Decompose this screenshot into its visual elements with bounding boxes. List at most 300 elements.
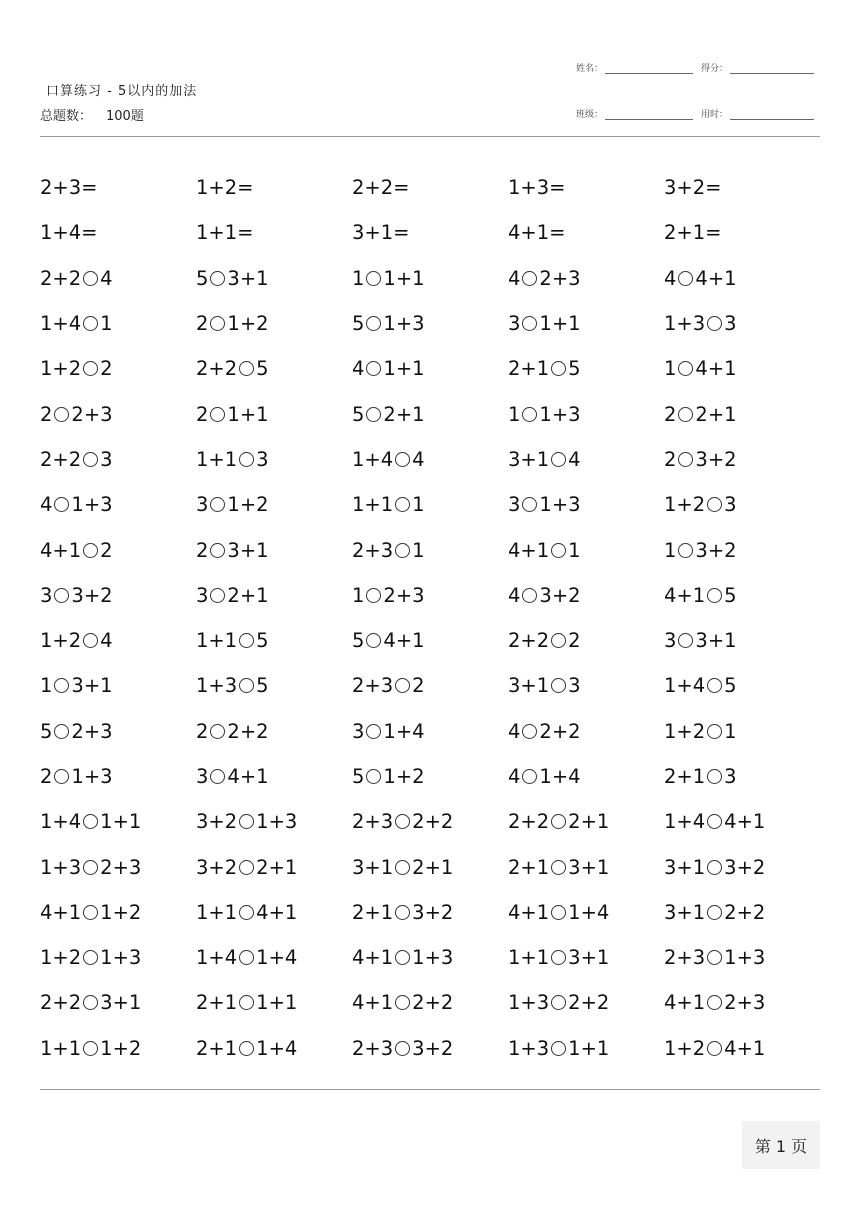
answer-circle-icon[interactable] xyxy=(83,950,98,965)
answer-circle-icon[interactable] xyxy=(522,769,537,784)
answer-circle-icon[interactable] xyxy=(395,497,410,512)
compare-left: 5 xyxy=(352,312,365,336)
compare-right: 3+2 xyxy=(695,538,737,562)
answer-circle-icon[interactable] xyxy=(678,271,693,286)
compare-right: 4+1 xyxy=(256,900,298,924)
answer-circle-icon[interactable] xyxy=(395,1041,410,1056)
problem-expression xyxy=(196,584,269,607)
answer-circle-icon[interactable] xyxy=(395,860,410,875)
answer-circle-icon[interactable] xyxy=(707,769,722,784)
footer-divider xyxy=(40,1089,820,1090)
problem-item xyxy=(40,357,196,380)
answer-circle-icon[interactable] xyxy=(210,316,225,331)
problem-expression xyxy=(352,1037,453,1060)
answer-circle-icon[interactable] xyxy=(210,271,225,286)
answer-circle-icon[interactable] xyxy=(210,724,225,739)
compare-left: 1+2 xyxy=(664,493,706,517)
problem-item xyxy=(196,991,352,1014)
answer-circle-icon[interactable] xyxy=(366,316,381,331)
compare-right: 4+1 xyxy=(695,357,737,381)
compare-left: 1+2 xyxy=(40,946,82,970)
problem-expression xyxy=(352,629,425,652)
problem-expression: 2+3= xyxy=(40,176,98,200)
compare-left: 1+4 xyxy=(352,447,394,471)
problem-item xyxy=(352,267,508,290)
problem-item xyxy=(664,810,820,833)
compare-left: 2+3 xyxy=(352,1036,394,1060)
problem-row xyxy=(40,1026,820,1071)
answer-circle-icon[interactable] xyxy=(551,452,566,467)
answer-circle-icon[interactable] xyxy=(707,678,722,693)
answer-circle-icon[interactable] xyxy=(707,497,722,512)
compare-left: 4 xyxy=(508,765,521,788)
compare-right: 1+2 xyxy=(383,765,425,788)
problem-item xyxy=(664,448,820,471)
compare-right: 2+2 xyxy=(412,810,454,834)
answer-circle-icon[interactable] xyxy=(239,361,254,376)
compare-left: 2+3 xyxy=(664,946,706,970)
compare-left: 1+3 xyxy=(664,312,706,336)
answer-circle-icon[interactable] xyxy=(83,316,98,331)
compare-left: 3+1 xyxy=(352,855,394,879)
problem-row xyxy=(40,573,820,618)
answer-circle-icon[interactable] xyxy=(83,452,98,467)
compare-left: 3 xyxy=(508,493,521,517)
problem-item xyxy=(196,493,352,516)
answer-circle-icon[interactable] xyxy=(678,452,693,467)
problem-expression xyxy=(196,357,269,380)
answer-circle-icon[interactable] xyxy=(210,497,225,512)
problem-item xyxy=(196,674,352,697)
compare-right: 4+1 xyxy=(724,810,766,834)
compare-right: 3+2 xyxy=(695,447,737,471)
answer-circle-icon[interactable] xyxy=(239,950,254,965)
problem-row xyxy=(40,799,820,844)
compare-right: 2+1 xyxy=(695,402,737,426)
answer-circle-icon[interactable] xyxy=(522,588,537,603)
problem-item xyxy=(352,901,508,924)
problem-item xyxy=(40,539,196,562)
answer-circle-icon[interactable] xyxy=(395,950,410,965)
answer-circle-icon[interactable] xyxy=(83,271,98,286)
problem-item xyxy=(664,856,820,879)
compare-right: 1+3 xyxy=(724,946,766,970)
answer-circle-icon[interactable] xyxy=(83,361,98,376)
answer-circle-icon[interactable] xyxy=(551,905,566,920)
compare-right: 1 xyxy=(412,538,425,562)
compare-right: 3 xyxy=(724,493,737,517)
problem-row xyxy=(40,527,820,572)
compare-left: 1+1 xyxy=(40,1036,82,1060)
compare-right: 1 xyxy=(100,312,113,336)
compare-left: 3 xyxy=(508,312,521,336)
answer-circle-icon[interactable] xyxy=(551,860,566,875)
answer-circle-icon[interactable] xyxy=(54,678,69,693)
problem-item xyxy=(40,946,196,969)
compare-right: 2+1 xyxy=(568,810,610,834)
problem-item xyxy=(664,267,820,290)
problem-expression xyxy=(352,267,425,290)
compare-right: 2+2 xyxy=(412,991,454,1015)
compare-left: 1+1 xyxy=(508,946,550,970)
problem-item xyxy=(352,403,508,426)
problem-item xyxy=(508,991,664,1014)
compare-right: 3+1 xyxy=(227,538,269,562)
problem-item xyxy=(196,856,352,879)
problem-row xyxy=(40,935,820,980)
problem-item xyxy=(508,312,664,335)
compare-left: 2 xyxy=(196,312,209,336)
problem-expression xyxy=(196,991,297,1014)
problem-item xyxy=(352,765,508,788)
answer-circle-icon[interactable] xyxy=(522,271,537,286)
compare-right: 1+2 xyxy=(227,312,269,336)
compare-left: 2+1 xyxy=(664,765,706,788)
problem-row xyxy=(40,210,820,255)
problem-item xyxy=(40,901,196,924)
compare-left: 4 xyxy=(352,357,365,381)
problem-row xyxy=(40,618,820,663)
compare-left: 1+1 xyxy=(352,493,394,517)
problem-item xyxy=(40,720,196,743)
compare-left: 4+1 xyxy=(508,538,550,562)
answer-circle-icon[interactable] xyxy=(678,407,693,422)
answer-circle-icon[interactable] xyxy=(551,950,566,965)
problem-item xyxy=(352,991,508,1014)
answer-circle-icon[interactable] xyxy=(678,361,693,376)
problem-item xyxy=(196,448,352,471)
compare-left: 1+4 xyxy=(664,674,706,698)
answer-circle-icon[interactable] xyxy=(210,543,225,558)
answer-circle-icon[interactable] xyxy=(366,407,381,422)
compare-left: 4 xyxy=(508,719,521,743)
problem-expression xyxy=(352,584,425,607)
compare-left: 3 xyxy=(196,493,209,517)
problem-item xyxy=(508,221,664,244)
compare-left: 1+4 xyxy=(40,810,82,834)
problem-expression xyxy=(196,629,269,652)
problem-expression xyxy=(40,720,113,743)
compare-left: 5 xyxy=(352,765,365,788)
compare-left: 1+3 xyxy=(508,1036,550,1060)
answer-circle-icon[interactable] xyxy=(366,633,381,648)
answer-circle-icon[interactable] xyxy=(707,316,722,331)
compare-left: 5 xyxy=(196,266,209,290)
problem-item xyxy=(664,901,820,924)
answer-circle-icon[interactable] xyxy=(707,588,722,603)
compare-left: 2 xyxy=(664,447,677,471)
compare-left: 1+1 xyxy=(196,447,238,471)
compare-right: 2+3 xyxy=(383,583,425,607)
problem-expression xyxy=(40,267,113,290)
answer-circle-icon[interactable] xyxy=(707,950,722,965)
answer-circle-icon[interactable] xyxy=(83,814,98,829)
problem-item xyxy=(508,810,664,833)
answer-circle-icon[interactable] xyxy=(395,995,410,1010)
problem-expression xyxy=(508,584,581,607)
problem-expression xyxy=(664,765,737,788)
problem-expression xyxy=(508,765,581,788)
answer-circle-icon[interactable] xyxy=(522,724,537,739)
compare-right: 1+2 xyxy=(100,900,142,924)
answer-circle-icon[interactable] xyxy=(551,361,566,376)
answer-circle-icon[interactable] xyxy=(83,633,98,648)
problem-expression xyxy=(508,946,609,969)
compare-left: 4 xyxy=(508,583,521,607)
problem-expression xyxy=(664,312,737,335)
problem-item xyxy=(40,493,196,516)
problem-item xyxy=(40,267,196,290)
problem-item xyxy=(664,221,820,244)
class-line xyxy=(605,109,693,120)
answer-circle-icon[interactable] xyxy=(395,543,410,558)
problem-expression xyxy=(508,493,581,516)
compare-left: 2+1 xyxy=(352,900,394,924)
answer-circle-icon[interactable] xyxy=(551,543,566,558)
problem-expression: 3+2= xyxy=(664,176,722,200)
compare-right: 3+1 xyxy=(568,855,610,879)
problem-expression xyxy=(40,403,113,426)
compare-left: 4 xyxy=(40,493,53,517)
compare-right: 1+1 xyxy=(256,991,298,1015)
problem-expression xyxy=(352,901,453,924)
compare-right: 2 xyxy=(100,538,113,562)
answer-circle-icon[interactable] xyxy=(395,452,410,467)
answer-circle-icon[interactable] xyxy=(83,860,98,875)
answer-circle-icon[interactable] xyxy=(551,678,566,693)
answer-circle-icon[interactable] xyxy=(551,814,566,829)
compare-left: 2+2 xyxy=(40,447,82,471)
answer-circle-icon[interactable] xyxy=(83,995,98,1010)
answer-circle-icon[interactable] xyxy=(551,995,566,1010)
answer-circle-icon[interactable] xyxy=(239,633,254,648)
problem-item xyxy=(508,856,664,879)
problem-item xyxy=(40,856,196,879)
problem-item xyxy=(664,991,820,1014)
answer-circle-icon[interactable] xyxy=(239,1041,254,1056)
compare-left: 4+1 xyxy=(508,900,550,924)
problem-item xyxy=(196,539,352,562)
compare-right: 3 xyxy=(724,312,737,336)
page-number: 第 1 页 xyxy=(742,1121,820,1169)
class-field[interactable] xyxy=(576,107,693,120)
compare-right: 2+1 xyxy=(256,855,298,879)
problem-item xyxy=(196,810,352,833)
answer-circle-icon[interactable] xyxy=(54,497,69,512)
compare-right: 1 xyxy=(412,493,425,517)
problem-item xyxy=(40,765,196,788)
compare-left: 3 xyxy=(196,765,209,788)
answer-circle-icon[interactable] xyxy=(210,407,225,422)
compare-left: 4+1 xyxy=(352,991,394,1015)
compare-left: 2+2 xyxy=(508,810,550,834)
answer-circle-icon[interactable] xyxy=(366,724,381,739)
problem-expression xyxy=(40,946,141,969)
answer-circle-icon[interactable] xyxy=(707,814,722,829)
problem-expression xyxy=(196,720,269,743)
answer-circle-icon[interactable] xyxy=(707,860,722,875)
answer-circle-icon[interactable] xyxy=(239,678,254,693)
compare-left: 1 xyxy=(352,266,365,290)
compare-right: 1 xyxy=(568,538,581,562)
answer-circle-icon[interactable] xyxy=(210,769,225,784)
compare-left: 2+2 xyxy=(40,266,82,290)
answer-circle-icon[interactable] xyxy=(239,452,254,467)
problem-row xyxy=(40,844,820,889)
answer-circle-icon[interactable] xyxy=(678,543,693,558)
problem-item xyxy=(664,629,820,652)
problem-expression xyxy=(664,539,737,562)
answer-circle-icon[interactable] xyxy=(239,995,254,1010)
compare-left: 1+3 xyxy=(40,855,82,879)
compare-left: 5 xyxy=(40,719,53,743)
problem-expression xyxy=(40,901,141,924)
problem-row xyxy=(40,301,820,346)
problem-item xyxy=(508,674,664,697)
compare-right: 1+4 xyxy=(256,1036,298,1060)
answer-circle-icon[interactable] xyxy=(522,316,537,331)
compare-left: 3 xyxy=(196,583,209,607)
problem-item xyxy=(196,901,352,924)
answer-circle-icon[interactable] xyxy=(395,678,410,693)
problem-item xyxy=(40,176,196,199)
problem-item xyxy=(352,448,508,471)
compare-right: 2+3 xyxy=(71,402,113,426)
compare-left: 1 xyxy=(352,583,365,607)
problem-expression xyxy=(664,674,737,697)
compare-left: 3+2 xyxy=(196,810,238,834)
answer-circle-icon[interactable] xyxy=(239,905,254,920)
time-field[interactable] xyxy=(701,107,814,120)
problem-item xyxy=(664,493,820,516)
name-field[interactable] xyxy=(576,61,693,74)
total-count xyxy=(40,105,197,124)
problem-item xyxy=(196,176,352,199)
compare-left: 3+1 xyxy=(508,447,550,471)
answer-circle-icon[interactable] xyxy=(678,633,693,648)
answer-circle-icon[interactable] xyxy=(210,588,225,603)
problem-item xyxy=(352,176,508,199)
compare-left: 1+4 xyxy=(40,312,82,336)
problem-item xyxy=(196,765,352,788)
compare-right: 3+1 xyxy=(100,991,142,1015)
problem-expression xyxy=(40,584,113,607)
compare-right: 4+1 xyxy=(724,1036,766,1060)
compare-left: 2 xyxy=(196,402,209,426)
problem-expression xyxy=(352,720,425,743)
problem-item xyxy=(40,810,196,833)
compare-right: 1+3 xyxy=(383,312,425,336)
answer-circle-icon[interactable] xyxy=(83,1041,98,1056)
answer-circle-icon[interactable] xyxy=(707,905,722,920)
problem-expression xyxy=(40,357,113,380)
answer-circle-icon[interactable] xyxy=(83,905,98,920)
compare-right: 4 xyxy=(568,447,581,471)
answer-circle-icon[interactable] xyxy=(239,860,254,875)
answer-circle-icon[interactable] xyxy=(551,1041,566,1056)
problem-expression xyxy=(40,629,113,652)
answer-circle-icon[interactable] xyxy=(366,769,381,784)
problem-expression xyxy=(352,946,453,969)
answer-circle-icon[interactable] xyxy=(707,1041,722,1056)
compare-right: 2+3 xyxy=(71,719,113,743)
compare-right: 2+3 xyxy=(724,991,766,1015)
answer-circle-icon[interactable] xyxy=(54,769,69,784)
compare-right: 1+3 xyxy=(412,946,454,970)
answer-circle-icon[interactable] xyxy=(395,814,410,829)
problem-expression xyxy=(352,765,425,788)
answer-circle-icon[interactable] xyxy=(707,995,722,1010)
problem-expression xyxy=(40,493,113,516)
problem-expression xyxy=(352,539,425,562)
answer-circle-icon[interactable] xyxy=(54,588,69,603)
problem-expression xyxy=(508,674,581,697)
compare-left: 1+3 xyxy=(508,991,550,1015)
problem-row xyxy=(40,256,820,301)
compare-right: 3 xyxy=(568,674,581,698)
problem-expression xyxy=(40,312,113,335)
answer-circle-icon[interactable] xyxy=(395,905,410,920)
problem-item xyxy=(508,584,664,607)
problem-expression xyxy=(196,810,297,833)
answer-circle-icon[interactable] xyxy=(366,361,381,376)
compare-left: 3 xyxy=(40,583,53,607)
problem-expression xyxy=(352,674,425,697)
compare-right: 1+1 xyxy=(383,266,425,290)
problem-item xyxy=(352,810,508,833)
name-line xyxy=(605,63,693,74)
problem-item xyxy=(664,584,820,607)
compare-right: 2 xyxy=(412,674,425,698)
answer-circle-icon[interactable] xyxy=(83,543,98,558)
compare-left: 1+3 xyxy=(196,674,238,698)
compare-right: 2 xyxy=(100,357,113,381)
problem-item xyxy=(196,629,352,652)
answer-circle-icon[interactable] xyxy=(54,724,69,739)
answer-circle-icon[interactable] xyxy=(366,588,381,603)
compare-right: 1+1 xyxy=(227,402,269,426)
answer-circle-icon[interactable] xyxy=(707,724,722,739)
answer-circle-icon[interactable] xyxy=(54,407,69,422)
compare-right: 2+2 xyxy=(539,719,581,743)
answer-circle-icon[interactable] xyxy=(522,497,537,512)
problem-item xyxy=(664,403,820,426)
problem-expression xyxy=(196,539,269,562)
compare-right: 1+3 xyxy=(539,493,581,517)
answer-circle-icon[interactable] xyxy=(551,633,566,648)
problem-expression xyxy=(664,629,737,652)
problem-item xyxy=(664,674,820,697)
answer-circle-icon[interactable] xyxy=(239,814,254,829)
compare-right: 2+1 xyxy=(412,855,454,879)
problem-item xyxy=(352,629,508,652)
compare-right: 5 xyxy=(724,583,737,607)
problem-expression xyxy=(352,448,425,471)
problem-expression xyxy=(508,720,581,743)
answer-circle-icon[interactable] xyxy=(366,271,381,286)
answer-circle-icon[interactable] xyxy=(522,407,537,422)
problem-item xyxy=(664,1037,820,1060)
problem-item xyxy=(40,991,196,1014)
score-field[interactable] xyxy=(701,61,814,74)
problem-item xyxy=(508,539,664,562)
compare-left: 5 xyxy=(352,402,365,426)
compare-left: 2 xyxy=(196,719,209,743)
problem-item xyxy=(196,267,352,290)
compare-left: 1+2 xyxy=(40,629,82,653)
compare-right: 1+1 xyxy=(539,312,581,336)
compare-right: 4 xyxy=(412,447,425,471)
